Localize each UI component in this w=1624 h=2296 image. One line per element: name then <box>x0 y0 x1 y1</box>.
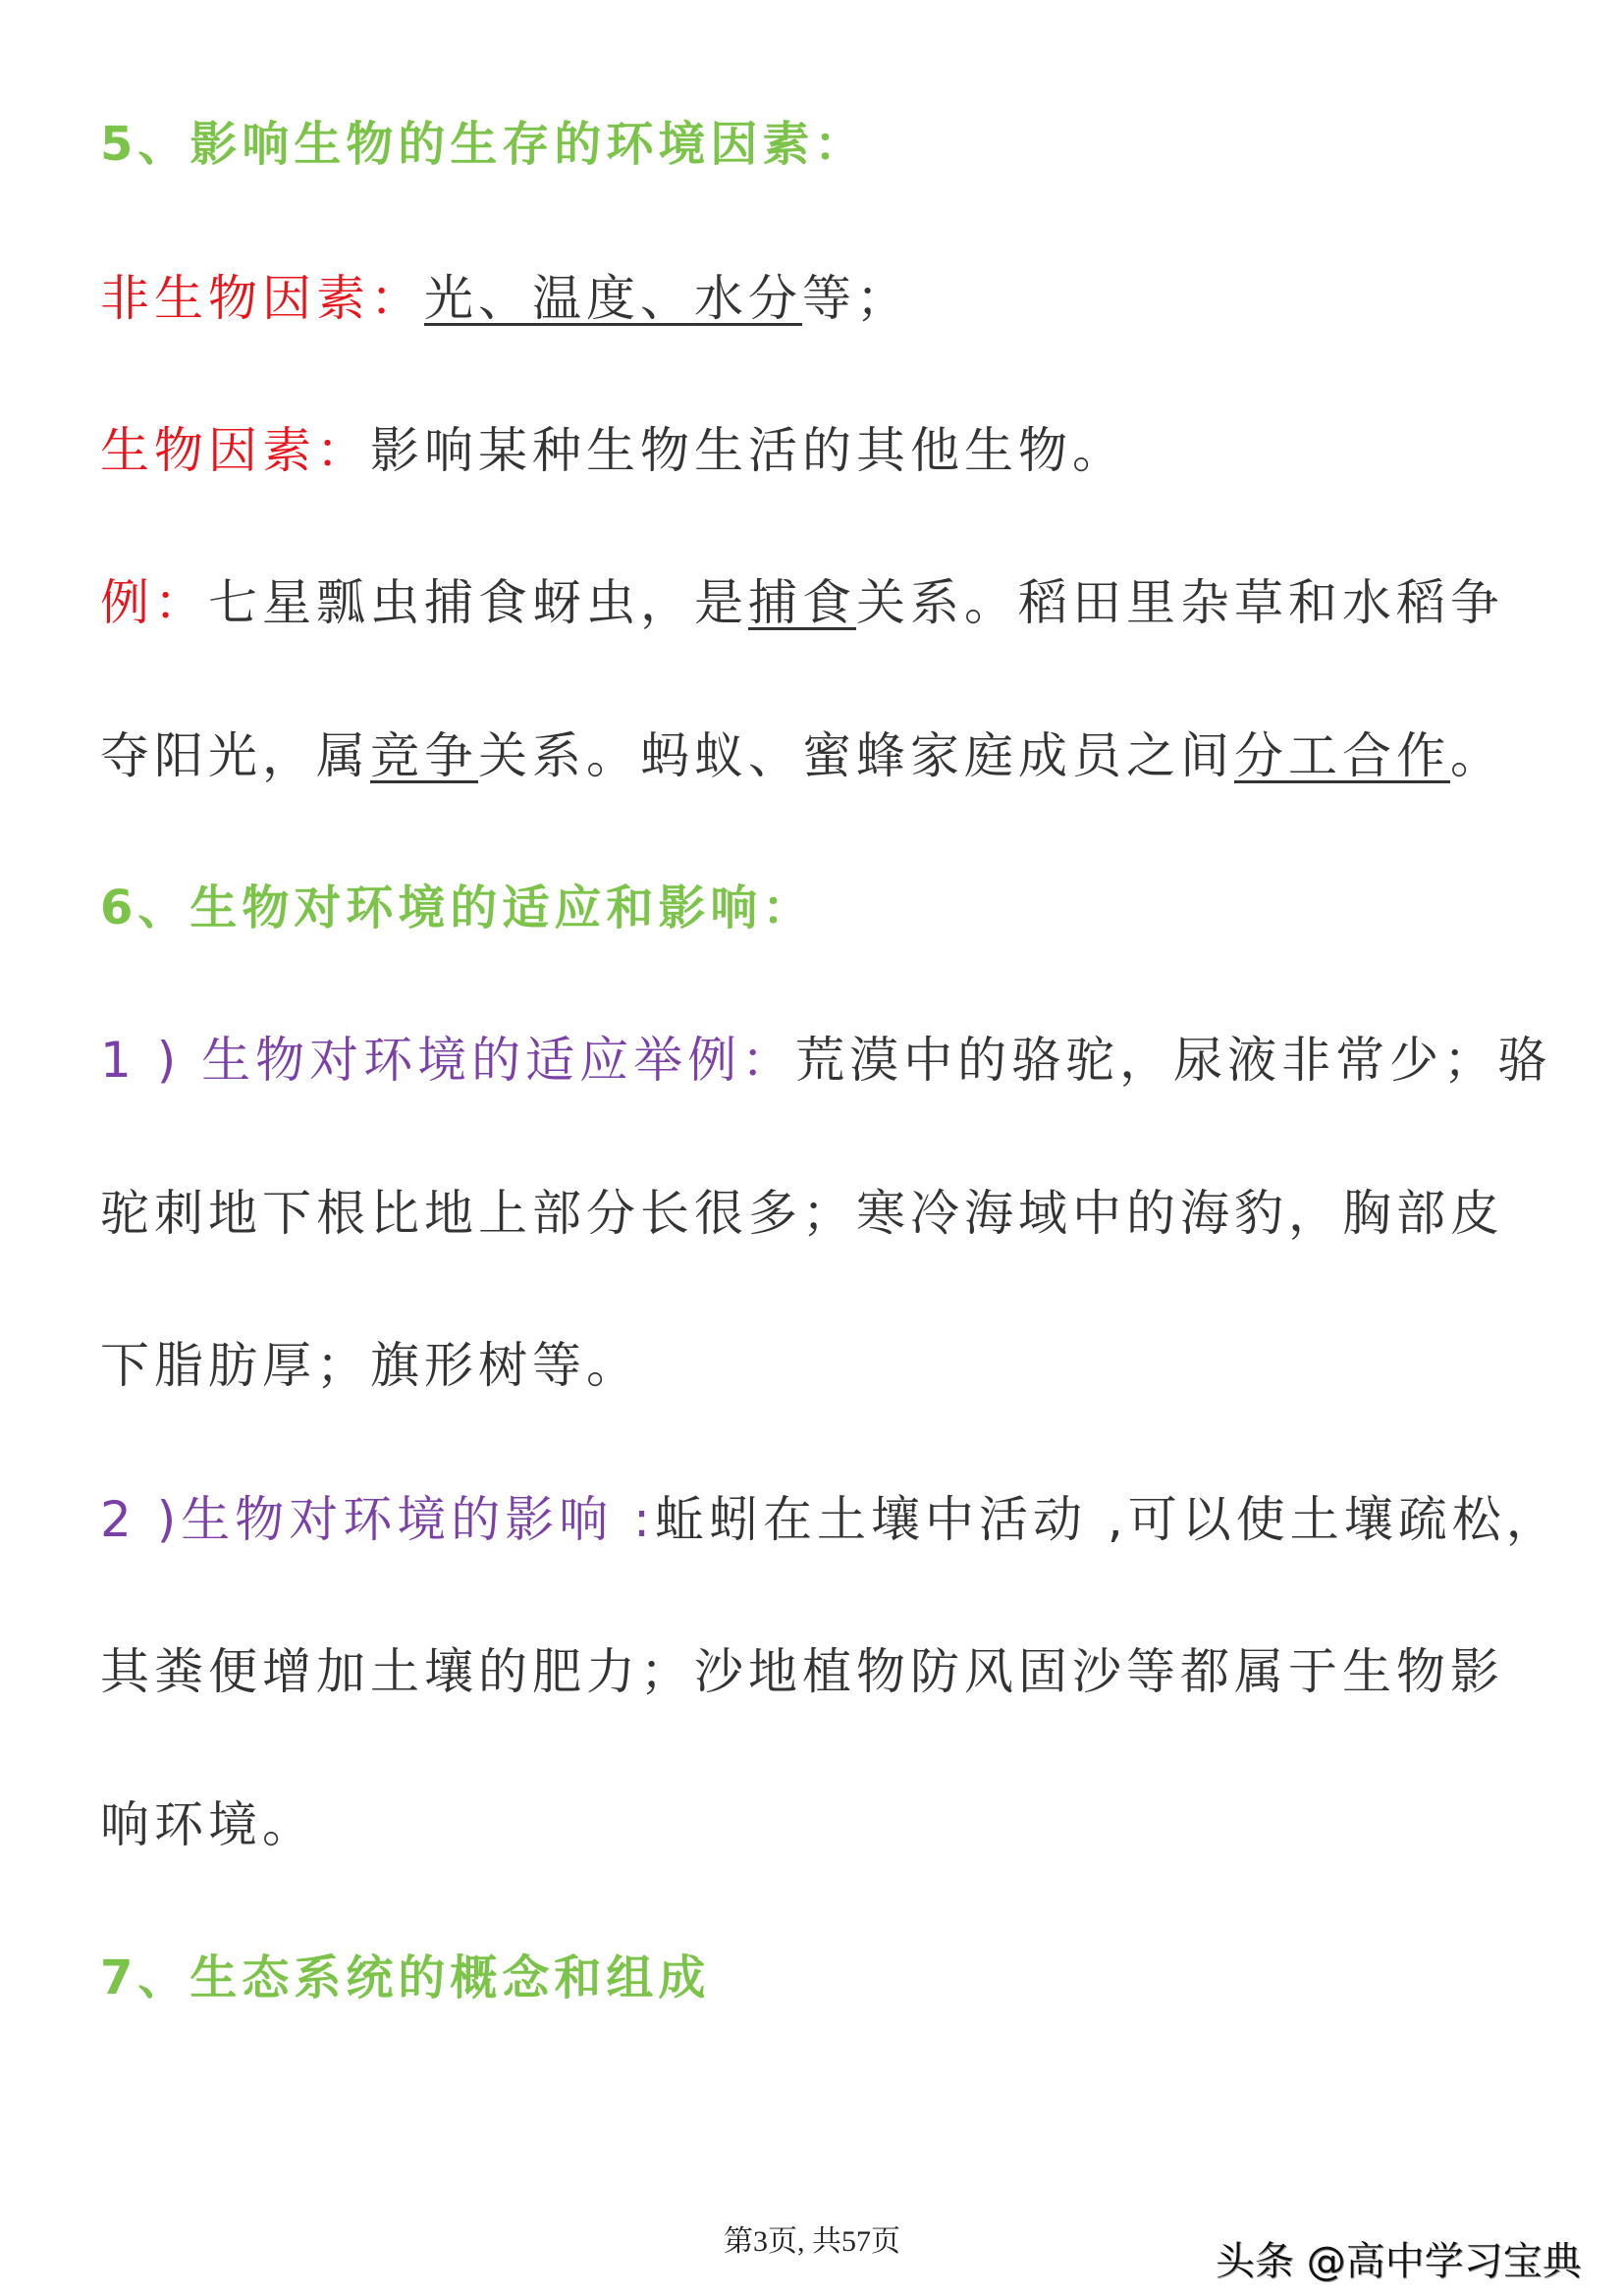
text-segment: 响环境。 <box>100 1796 316 1853</box>
underlined-term: 光、温度、水分 <box>424 270 802 327</box>
text-segment: 6、生物对环境的适应和影响： <box>100 881 815 935</box>
text-line <box>100 1490 1560 1549</box>
text-segment: 7、生态系统的概念和组成 <box>100 1950 711 2005</box>
underlined-term: 捕食 <box>748 574 856 631</box>
term-label: 2 )生物对环境的影响 : <box>100 1491 655 1548</box>
section-heading <box>100 115 866 174</box>
underlined-term: 分工合作 <box>1234 727 1450 784</box>
text-line <box>100 1031 1551 1090</box>
page-number: 第3页, 共57页 <box>724 2225 900 2258</box>
section-heading <box>100 879 814 937</box>
text-segment: 关系。蚂蚁、蜜蜂家庭成员之间 <box>478 727 1234 784</box>
text-segment: 影响某种生物生活的其他生物。 <box>370 422 1126 479</box>
text-segment: 下脂肪厚；旗形树等。 <box>100 1337 640 1394</box>
text-line <box>100 1642 1504 1701</box>
term-label: 生物因素： <box>100 422 370 479</box>
term-label: 非生物因素： <box>100 270 424 327</box>
term-label: 例： <box>100 574 208 631</box>
text-segment: 驼刺地下根比地上部分长很多；寒冷海域中的海豹，胸部皮 <box>100 1185 1504 1242</box>
watermark: 头条 @高中学习宝典 <box>1216 2239 1582 2284</box>
text-segment: 。 <box>1450 727 1504 784</box>
text-segment: 5、影响生物的生存的环境因素： <box>100 117 867 172</box>
text-line <box>100 1184 1504 1243</box>
text-line <box>100 1795 316 1854</box>
text-segment: 等； <box>802 270 910 327</box>
text-line <box>100 573 1504 632</box>
underlined-term: 竞争 <box>370 727 478 784</box>
text-segment: 荒漠中的骆驼，尿液非常少；骆 <box>795 1032 1552 1089</box>
section-heading <box>100 1949 710 2007</box>
text-line <box>100 421 1126 480</box>
text-line <box>100 1336 640 1395</box>
text-segment: 夺阳光，属 <box>100 727 370 784</box>
text-segment: 关系。稻田里杂草和水稻争 <box>856 574 1504 631</box>
text-line <box>100 269 910 328</box>
text-segment: 其粪便增加土壤的肥力；沙地植物防风固沙等都属于生物影 <box>100 1643 1504 1700</box>
text-segment: 七星瓢虫捕食蚜虫，是 <box>208 574 748 631</box>
term-label: 1 ) 生物对环境的适应举例： <box>100 1032 796 1089</box>
text-line <box>100 726 1504 785</box>
text-segment: 蚯蚓在土壤中活动 ,可以使土壤疏松， <box>654 1491 1560 1548</box>
